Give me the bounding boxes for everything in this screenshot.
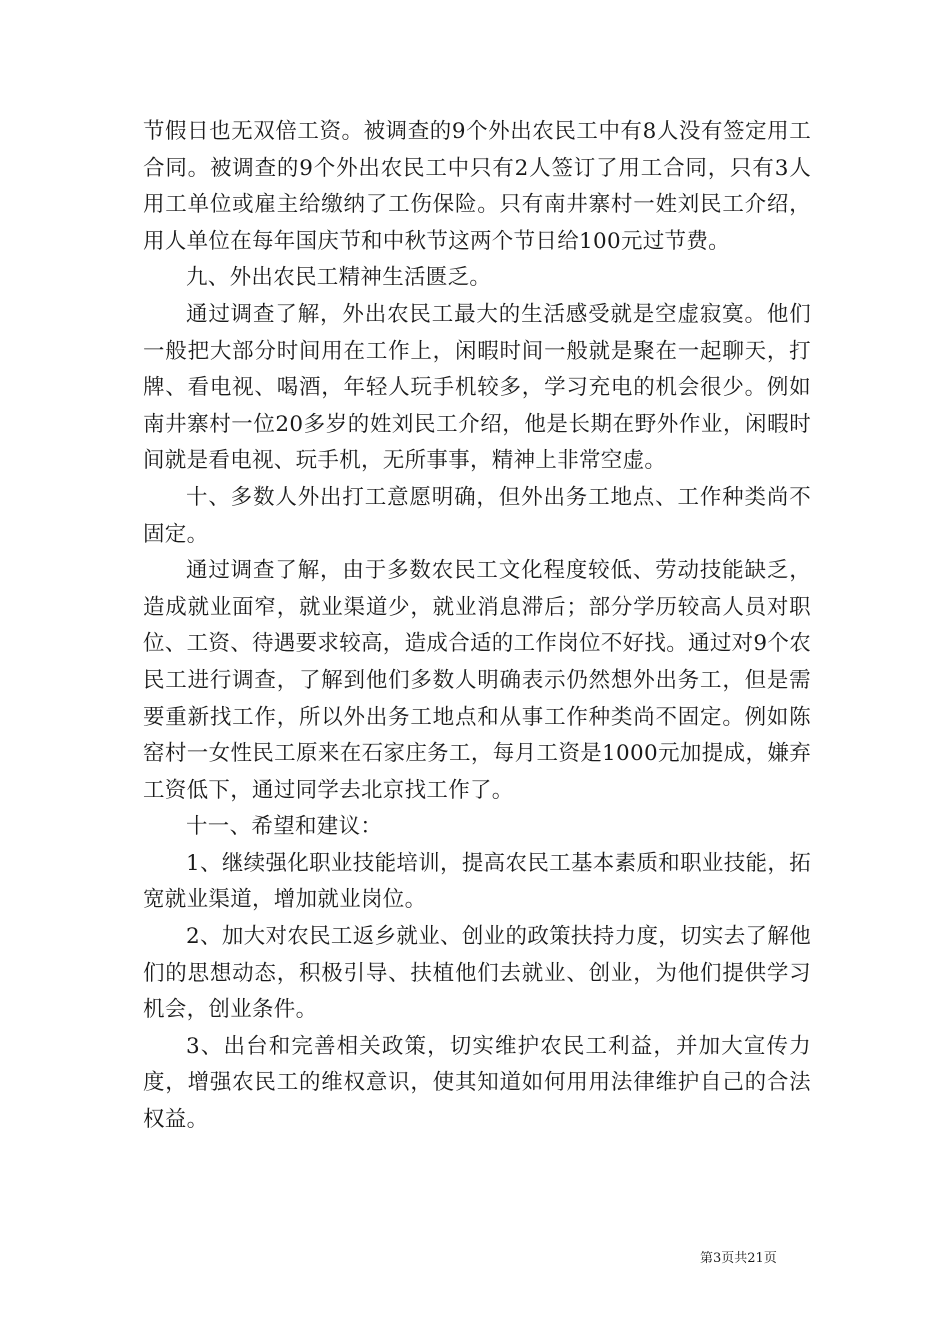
paragraph-continuation: 节假日也无双倍工资。被调查的9个外出农民工中有8人没有签定用工合同。被调查的9个外出农民工中只有2人签订了用工合同，只有3人用工单位或雇主给缴纳了工伤保险。只有南井寨村一姓刘民工介绍，用人单位在每年国庆节和中秋节这两个节日给100元过节费。	[143, 119, 811, 254]
page-number: 第3页共21页	[700, 1251, 777, 1266]
paragraph-section-ten: 通过调查了解，由于多数农民工文化程度较低、劳动技能缺乏，造成就业面窄，就业渠道少，就业消息滞后；部分学历较高人员对职位、工资、待遇要求较高，造成合适的工作岗位不好找。通过对9个农民工进行调查，了解到他们多数人明确表示仍然想外出务工，但是需要重新找工作，所以外出务工地点和从事工作种类尚不固定。例如陈窑村一女性民工原来在石家庄务工，每月工资是1000元加提成，嫌弃工资低下，通过同学去北京找工作了。	[143, 558, 811, 803]
section-heading-eleven: 十一、希望和建议：	[186, 814, 383, 840]
paragraph-section-nine: 通过调查了解，外出农民工最大的生活感受就是空虚寂寞。他们一般把大部分时间用在工作上，闲暇时间一般就是聚在一起聊天，打牌、看电视、喝酒，年轻人玩手机较多，学习充电的机会很少。例如南井寨村一位20多岁的姓刘民工介绍，他是长期在野外作业，闲暇时间就是看电视、玩手机，无所事事，精神上非常空虚。	[143, 301, 811, 474]
suggestion-item-1: 1、继续强化职业技能培训，提高农民工基本素质和职业技能，拓宽就业渠道，增加就业岗位。	[143, 850, 811, 913]
section-heading-ten: 十、多数人外出打工意愿明确，但外出务工地点、工作种类尚不固定。	[143, 484, 811, 547]
document-body	[143, 114, 811, 1139]
suggestion-item-3: 3、出台和完善相关政策，切实维护农民工利益，并加大宣传力度，增强农民工的维权意识，使其知道如何用用法律维护自己的合法权益。	[143, 1033, 811, 1133]
suggestion-item-2: 2、加大对农民工返乡就业、创业的政策扶持力度，切实去了解他们的思想动态，积极引导、扶植他们去就业、创业，为他们提供学习机会，创业条件。	[143, 924, 811, 1023]
section-heading-nine: 九、外出农民工精神生活匮乏。	[186, 265, 492, 291]
